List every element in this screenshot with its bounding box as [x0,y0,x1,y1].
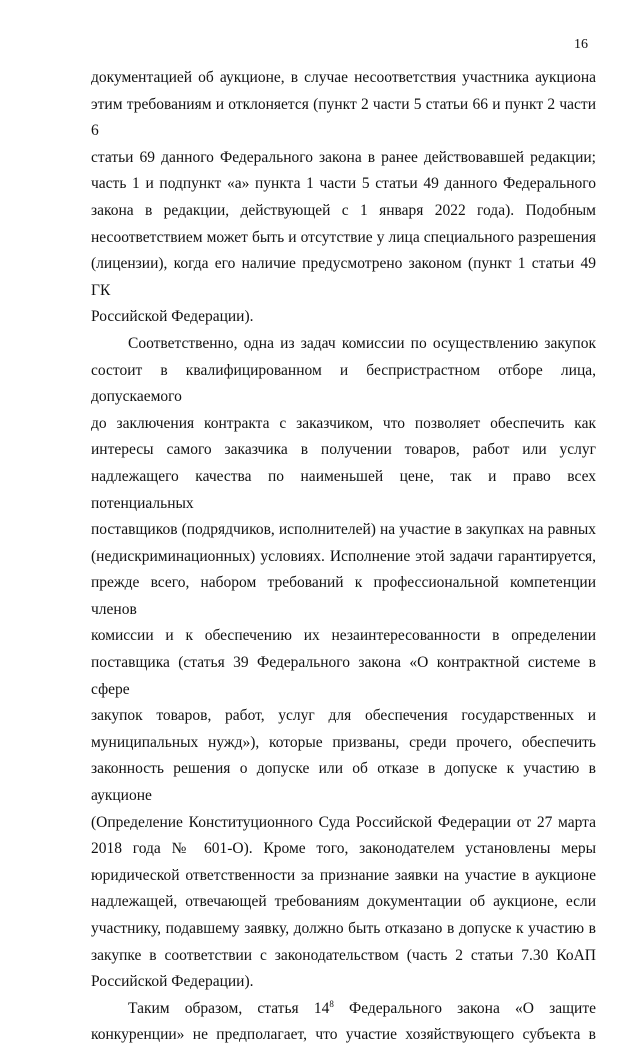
paragraph-1 [91,65,596,331]
text-line: Российской Федерации). [91,973,254,991]
text-line [91,996,596,1023]
text-line: участнику, подавшему заявку, должно быть отказано в допуске к участию в [91,920,596,937]
text-line: несоответствием может быть и отсутствие у лица специального разрешения [91,228,596,246]
text-line: до заключения контракта с заказчиком, что позволяет обеспечить как [91,414,596,432]
paragraph-3 [91,996,596,1049]
text-line: закупке в соответствии с законодательством (часть 2 статьи 7.30 КоАП [91,946,596,964]
paragraph-2 [91,331,596,996]
page-number: 16 [574,37,588,52]
text-line: Российской Федерации). [91,308,254,326]
superscript-8: 8 [329,998,334,1009]
text-line: документацией об аукционе, в случае несоответствия участника аукциона [91,69,596,86]
text-line: (Определение Конституционного Суда Российской Федерации от 27 марта [91,813,596,831]
text-run: Федерального закона «О защите [333,999,597,1017]
text-line: статьи 69 данного Федерального закона в ранее действовавшей редакции; [91,148,596,166]
text-line: этим требованиям и отклоняется (пункт 2 части 5 статьи 66 и пункт 2 части 6 [91,95,596,140]
text-line: юридической ответственности за признание заявки на участие в аукционе [91,866,596,884]
text-line: 2018 года № 601-О). Кроме того, законодателем установлены меры [91,840,596,858]
text-line: закона в редакции, действующей с 1 января 2022 года). Подобным [91,201,596,219]
text-line: поставщиков (подрядчиков, исполнителей) на участие в закупках на равных [91,521,596,539]
text-line: законность решения о допуске или об отказе в допуске к участию в аукционе [91,760,596,805]
text-line: прежде всего, набором требований к профессиональной компетенции членов [91,574,596,618]
text-line: (недискриминационных) условиях. Исполнение этой задачи гарантируется, [91,547,596,565]
text-line: состоит в квалифицированном и беспристрастном отборе лица, допускаемого [91,361,596,406]
text-line: поставщика (статья 39 Федерального закона «О контрактной системе в сфере [91,654,596,698]
text-line: Соответственно, одна из задач комиссии по осуществлению закупок [128,334,596,352]
text-line: надлежащей, отвечающей требованиям документации об аукционе, если [91,893,596,911]
text-line: закупок товаров, работ, услуг для обеспечения государственных и [91,707,596,725]
text-line: муниципальных нужд»), которые призваны, среди прочего, обеспечить [91,733,596,751]
text-line: часть 1 и подпункт «а» пункта 1 части 5 статьи 49 данного Федерального [91,175,596,193]
text-line: надлежащего качества по наименьшей цене, так и право всех потенциальных [91,467,596,512]
body-text [91,65,596,1049]
text-line: комиссии и к обеспечению их незаинтересованности в определении [91,627,596,645]
text-run: Таким образом, статья 14 [128,999,330,1017]
text-line: (лицензии), когда его наличие предусмотрено законом (пункт 1 статьи 49 ГК [91,255,596,299]
text-line: интересы самого заказчика в получении товаров, работ или услуг [91,441,596,459]
text-line: конкуренции» не предполагает, что участие хозяйствующего субъекта в [91,1026,596,1044]
